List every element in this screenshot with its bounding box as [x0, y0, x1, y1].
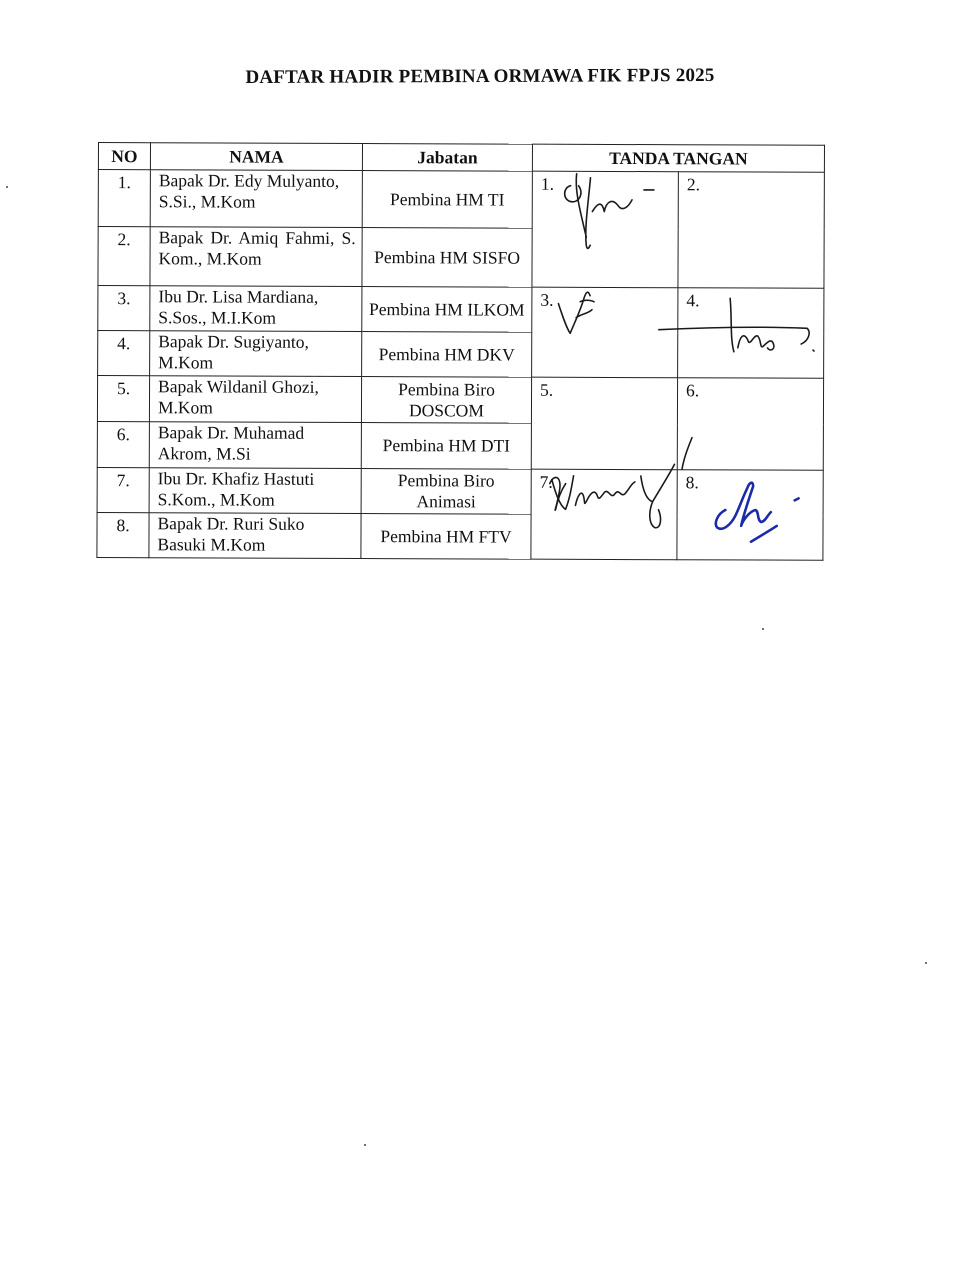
row-jabatan: Pembina Biro DOSCOM [361, 377, 531, 424]
row-jabatan: Pembina HM FTV [361, 514, 531, 560]
row-number: 7. [97, 467, 149, 512]
row-number: 4. [98, 331, 150, 376]
signature-7-icon [531, 470, 676, 560]
row-nama: Bapak Wildanil Ghozi, M.Kom [149, 376, 361, 423]
row-number: 3. [98, 286, 150, 331]
signature-number: 4. [686, 290, 700, 311]
signature-cell-1 [532, 171, 678, 288]
signature-number: 6. [686, 380, 700, 401]
row-jabatan: Pembina HM DKV [362, 332, 532, 378]
table-row [98, 286, 824, 334]
signature-6-icon [678, 378, 823, 470]
signature-3-icon [532, 288, 677, 378]
signature-cell-5 [531, 377, 677, 470]
row-number: 6. [97, 421, 149, 467]
signature-number: 2. [686, 174, 701, 195]
row-jabatan: Pembina HM TI [362, 171, 532, 229]
row-jabatan: Pembina HM SISFO [362, 228, 532, 288]
row-jabatan: Pembina HM DTI [361, 423, 531, 470]
document-title: DAFTAR HADIR PEMBINA ORMAWA FIK FPJS 2025 [245, 64, 715, 89]
signature-number: 3. [540, 289, 554, 310]
signature-number: 5. [540, 379, 554, 400]
row-jabatan: Pembina HM ILKOM [362, 287, 532, 333]
row-nama: Bapak Dr. Sugiyanto, M.Kom [150, 331, 362, 377]
header-nama: NAMA [150, 143, 362, 171]
signature-cell-4 [678, 288, 824, 379]
row-number: 1. [98, 170, 150, 227]
row-nama: Ibu Dr. Lisa Mardiana, S.Sos., M.I.Kom [150, 286, 362, 332]
header-no: NO [98, 143, 150, 170]
row-nama: Ibu Dr. Khafiz Hastuti S.Kom., M.Kom [149, 468, 361, 514]
row-jabatan: Pembina Biro Animasi [361, 469, 531, 515]
attendance-sheet [96, 142, 825, 561]
row-number: 8. [97, 512, 149, 557]
scan-speck [925, 962, 927, 964]
attendance-table [96, 142, 825, 561]
scan-speck [364, 1144, 366, 1146]
row-nama: Bapak Dr. Ruri Suko Basuki M.Kom [149, 513, 361, 559]
scan-speck [762, 628, 764, 630]
header-tanda-tangan: TANDA TANGAN [532, 144, 824, 172]
signature-8-icon [677, 470, 822, 560]
signature-cell-3 [532, 287, 678, 378]
signature-number: 8. [685, 472, 699, 493]
signature-number: 7. [539, 471, 553, 492]
scan-speck [6, 186, 8, 188]
signature-cell-7 [531, 469, 677, 560]
table-header-row [98, 143, 824, 173]
row-nama: Bapak Dr. Edy Mulyanto, S.Si., M.Kom [150, 170, 362, 228]
header-jabatan: Jabatan [362, 144, 532, 172]
table-row [97, 467, 823, 515]
signature-cell-6 [677, 378, 823, 471]
signature-cell-2 [678, 172, 824, 289]
table-row [97, 376, 823, 425]
signature-cell-8 [677, 470, 823, 561]
table-row [98, 170, 824, 230]
signature-4-icon [678, 288, 823, 378]
row-nama: Bapak Dr. Amiq Fahmi, S. Kom., M.Kom [150, 227, 362, 287]
signature-number: 1. [540, 173, 555, 194]
row-number: 5. [97, 376, 149, 422]
row-nama: Bapak Dr. Muhamad Akrom, M.Si [149, 422, 361, 469]
signature-1-icon [532, 172, 677, 288]
row-number: 2. [98, 227, 150, 286]
